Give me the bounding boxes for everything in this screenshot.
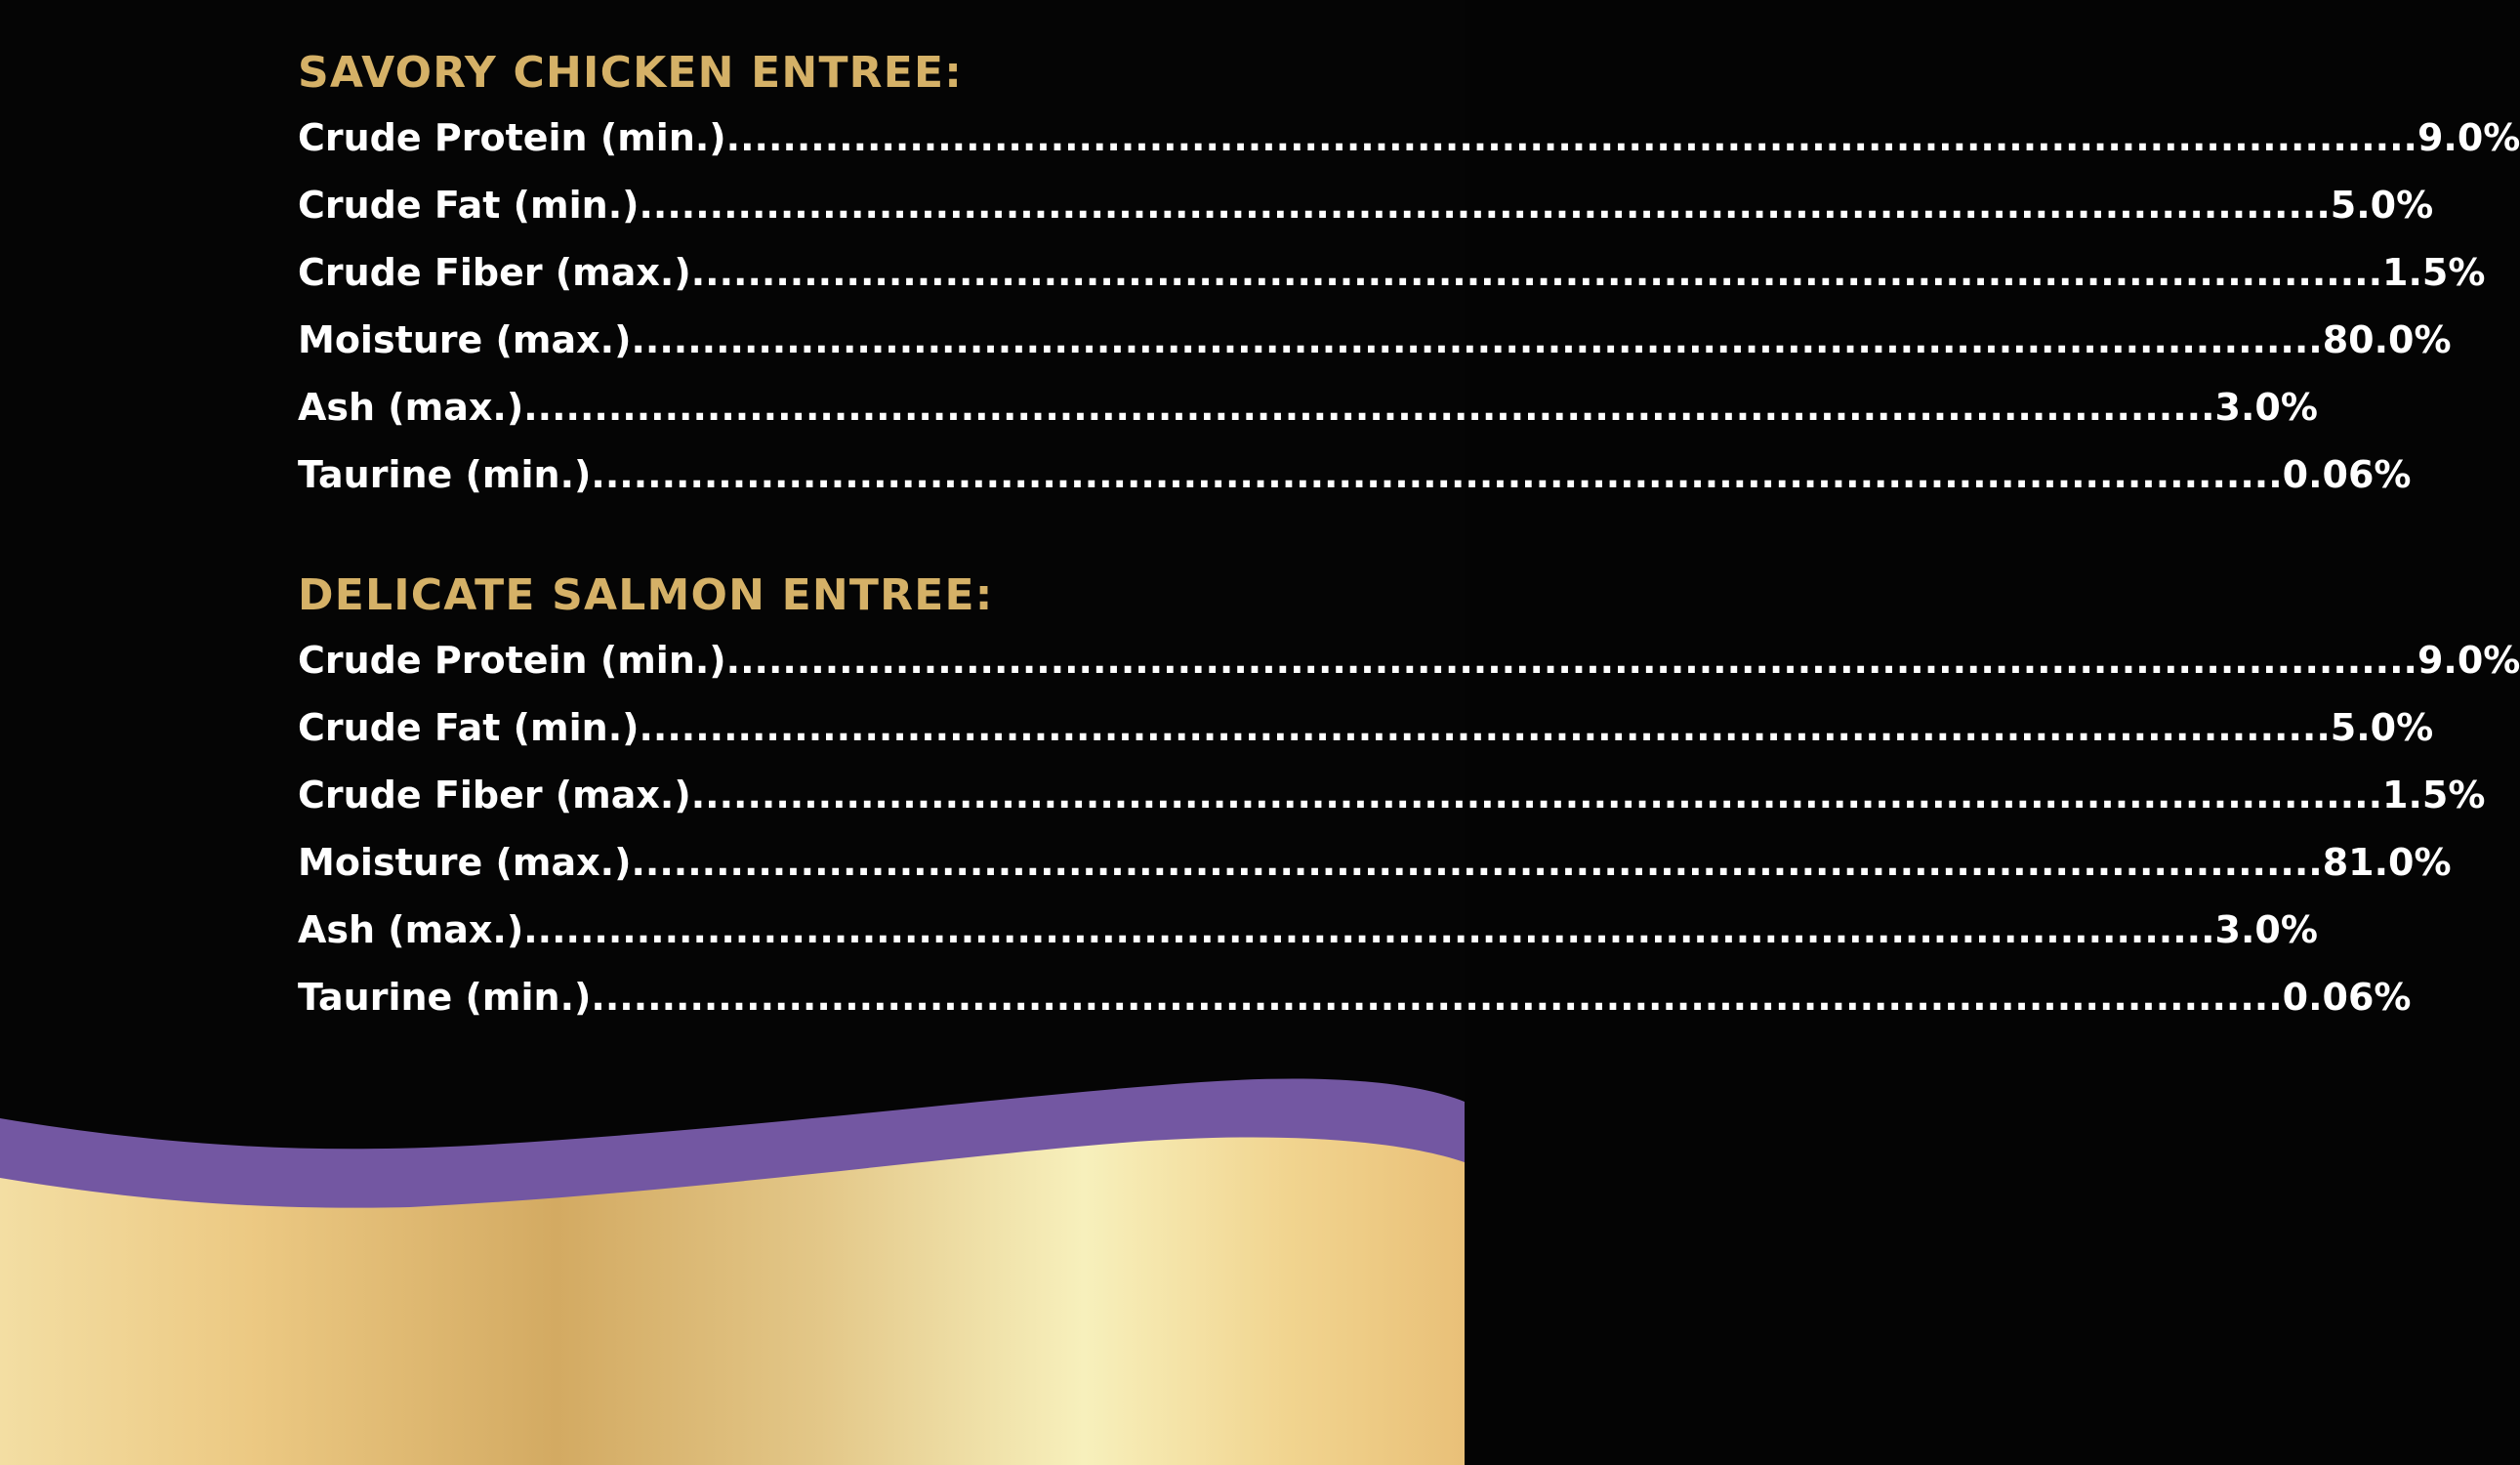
dot-leader: ........................................................................................................................ — [690, 251, 2382, 294]
row-value: 5.0% — [2330, 184, 2434, 227]
row-value: 3.0% — [2214, 908, 2318, 951]
row-label: Crude Fat (min.) — [298, 706, 640, 749]
dot-leader: ........................................................................................................................ — [725, 639, 2417, 682]
dot-leader: ........................................................................................................................ — [690, 774, 2382, 816]
row-value: 0.06% — [2282, 976, 2412, 1019]
row-label: Ash (max.) — [298, 386, 524, 429]
row-label: Crude Protein (min.) — [298, 639, 726, 682]
row-value: 3.0% — [2214, 386, 2318, 429]
dot-leader: ........................................................................................................................ — [591, 453, 2283, 496]
row-value: 9.0% — [2417, 639, 2520, 682]
row-value: 5.0% — [2330, 706, 2434, 749]
row-value: 81.0% — [2322, 841, 2452, 884]
dot-leader: ........................................................................................................................ — [523, 386, 2215, 429]
row-value: 0.06% — [2282, 453, 2412, 496]
row-value: 1.5% — [2382, 251, 2486, 294]
dot-leader: ........................................................................................................................ — [591, 976, 2283, 1019]
dot-leader: ........................................................................................................................ — [639, 706, 2331, 749]
row-label: Crude Protein (min.) — [298, 116, 726, 159]
row-label: Moisture (max.) — [298, 318, 632, 361]
row-value: 1.5% — [2382, 774, 2486, 816]
dot-leader: ........................................................................................................................ — [639, 184, 2331, 227]
dot-leader: ........................................................................................................................ — [523, 908, 2215, 951]
section-title: SAVORY CHICKEN ENTREE: — [298, 48, 964, 98]
dot-leader: ........................................................................................................................ — [631, 841, 2323, 884]
row-label: Crude Fat (min.) — [298, 184, 640, 227]
row-label: Crude Fiber (max.) — [298, 774, 691, 816]
section-title: DELICATE SALMON ENTREE: — [298, 570, 994, 620]
row-label: Ash (max.) — [298, 908, 524, 951]
row-label: Taurine (min.) — [298, 976, 592, 1019]
row-value: 9.0% — [2417, 116, 2520, 159]
row-value: 80.0% — [2322, 318, 2452, 361]
row-label: Taurine (min.) — [298, 453, 592, 496]
row-label: Moisture (max.) — [298, 841, 632, 884]
dot-leader: ........................................................................................................................ — [725, 116, 2417, 159]
row-label: Crude Fiber (max.) — [298, 251, 691, 294]
dot-leader: ........................................................................................................................ — [631, 318, 2323, 361]
